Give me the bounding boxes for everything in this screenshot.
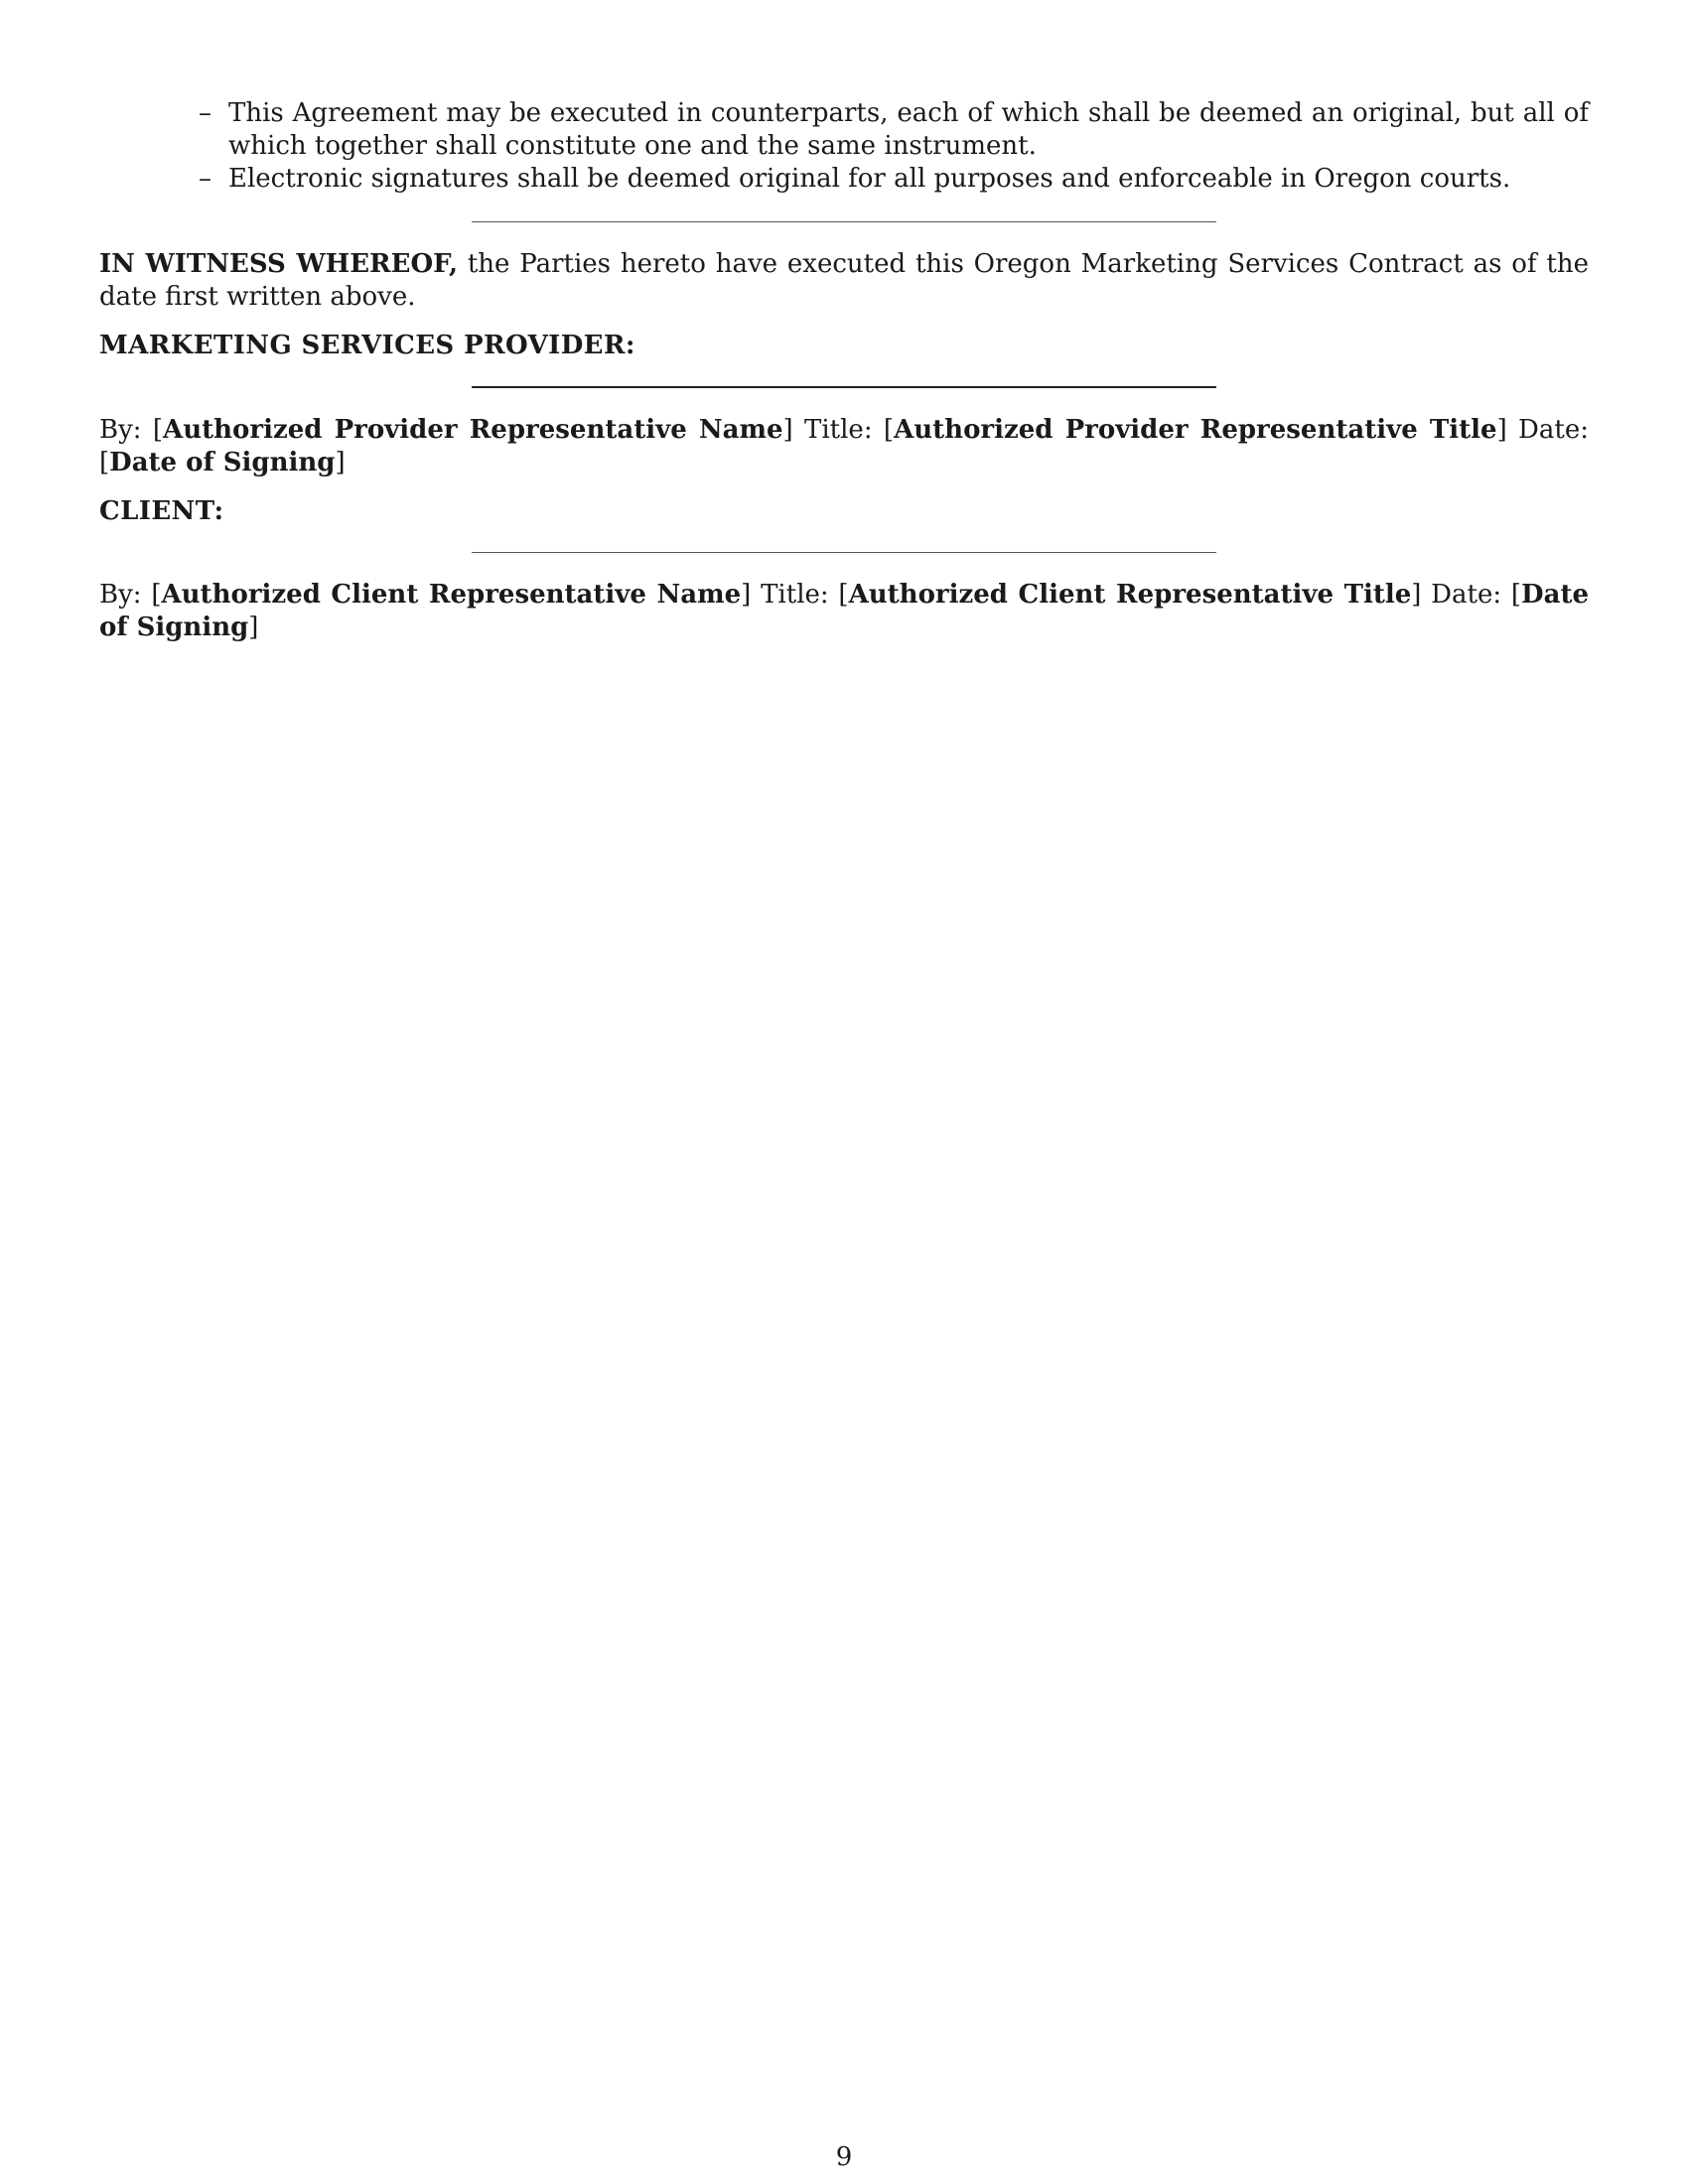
client-date-label: ] Date: [ (1411, 580, 1522, 610)
clause-list (99, 97, 1589, 196)
client-close-bracket: ] (248, 613, 259, 642)
client-name-placeholder: Authorized Client Representative Name (161, 580, 742, 610)
provider-signature-line (472, 386, 1216, 388)
provider-by-label: By: [ (99, 415, 164, 445)
clause-text: This Agreement may be executed in counterparts, each of which shall be deemed an original, but all of which together shall constitute one and the same instrument. (228, 98, 1589, 161)
client-title-label: ] Title: [ (741, 580, 849, 610)
client-by-label: By: [ (99, 580, 162, 610)
witness-lead: IN WITNESS WHEREOF, (99, 249, 459, 279)
section-divider (472, 221, 1216, 222)
client-heading: CLIENT: (99, 496, 224, 526)
provider-signature-block (99, 414, 1589, 479)
witness-text: the Parties hereto have executed this Oregon Marketing Services Contract as of the date first written above. (99, 249, 1589, 312)
list-item (199, 97, 1589, 163)
provider-name-placeholder: Authorized Provider Representative Name (163, 415, 783, 445)
bullet-marker: – (199, 164, 211, 194)
client-title-placeholder: Authorized Client Representative Title (848, 580, 1412, 610)
provider-date-placeholder: Date of Signing (109, 448, 336, 478)
page-number: 9 (835, 2142, 853, 2172)
document-page (99, 97, 1589, 644)
provider-title-placeholder: Authorized Provider Representative Title (894, 415, 1497, 445)
provider-heading: MARKETING SERVICES PROVIDER: (99, 331, 635, 360)
client-signature-block (99, 579, 1589, 644)
bullet-marker: – (199, 98, 211, 128)
client-signature-line (472, 552, 1216, 553)
list-item (199, 163, 1589, 196)
witness-paragraph (99, 248, 1589, 314)
provider-date-label: ] Date: [ (99, 415, 1589, 478)
provider-title-label: ] Title: [ (782, 415, 895, 445)
client-date-placeholder: Date of Signing (99, 580, 1589, 642)
clause-text: Electronic signatures shall be deemed original for all purposes and enforceable in Oregon courts. (228, 164, 1511, 194)
provider-close-bracket: ] (335, 448, 346, 478)
